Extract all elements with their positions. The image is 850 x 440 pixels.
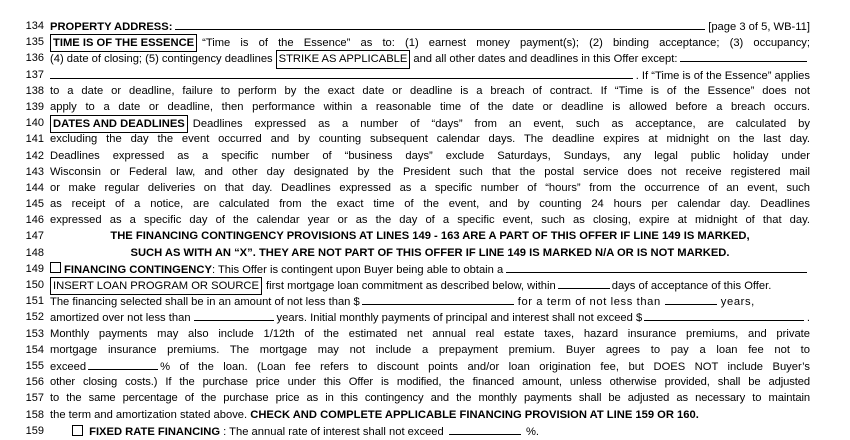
financing-provisions-notice-2: SUCH AS WITH AN “X”. THEY ARE NOT PART OF THIS OFFER IF LINE 149 IS MARKED N/A OR IS NOT MARKED. bbox=[130, 246, 730, 259]
line-145-text: as receipt of a notice, are calculated from the exact time of the event, and by counting 24 hours per calendar day. Deadlines bbox=[50, 198, 810, 211]
line-158-instruction: CHECK AND COMPLETE APPLICABLE FINANCING PROVISION AT LINE 159 OR 160. bbox=[250, 408, 699, 421]
line-139-text: apply to a date or deadline, then performance within a reasonable time of the date or deadline is allowed before a breach occurs. bbox=[50, 100, 810, 113]
line-142 bbox=[20, 148, 810, 164]
line-number: 156 bbox=[25, 376, 44, 389]
line-136 bbox=[20, 50, 810, 66]
line-155-post: % of the loan. (Loan fee refers to discount points and/or loan origination fee, but DOES NOT include Buyer’s bbox=[160, 360, 810, 373]
line-number: 142 bbox=[25, 149, 44, 162]
line-149 bbox=[20, 261, 810, 277]
line-number: 152 bbox=[25, 311, 44, 324]
line-155 bbox=[20, 358, 810, 374]
line-number: 154 bbox=[25, 343, 44, 356]
commitment-days-field[interactable] bbox=[558, 277, 610, 289]
line-142-text: Deadlines expressed as a specific number of “business days” exclude Saturdays, Sundays, any legal public holiday under bbox=[50, 149, 810, 162]
time-of-essence-text: “Time is of the Essence” as to: (1) earnest money payment(s); (2) binding acceptance; (3) occupancy; bbox=[202, 37, 810, 50]
line-136-pre: (4) date of closing; (5) contingency deadlines bbox=[50, 53, 273, 66]
line-153-text: Monthly payments may also include 1/12th of the estimated net annual real estate taxes, hazard insurance premiums, and private bbox=[50, 327, 810, 340]
line-number: 147 bbox=[25, 230, 44, 243]
line-number: 149 bbox=[25, 262, 44, 275]
page-indicator: [page 3 of 5, WB-11] bbox=[708, 21, 810, 33]
line-138-text: to a date or deadline, failure to perform by the exact date or deadline is a breach of contract. If “Time is of the Essence” does not bbox=[50, 84, 810, 97]
line-153 bbox=[20, 326, 810, 342]
line-150-post: days of acceptance of this Offer. bbox=[611, 280, 772, 292]
line-number: 158 bbox=[25, 408, 44, 421]
line-number: 138 bbox=[25, 84, 44, 97]
line-138 bbox=[20, 83, 810, 99]
fixed-rate-checkbox[interactable] bbox=[72, 425, 83, 436]
monthly-payment-field[interactable] bbox=[644, 309, 804, 321]
line-157 bbox=[20, 390, 810, 406]
financing-provisions-notice-1: THE FINANCING CONTINGENCY PROVISIONS AT LINES 149 - 163 ARE A PART OF THIS OFFER IF LINE 149 IS MARKED, bbox=[110, 230, 750, 243]
line-135 bbox=[20, 34, 810, 50]
contract-form-page bbox=[20, 18, 810, 439]
line-159 bbox=[20, 423, 810, 439]
exceptions-field[interactable] bbox=[680, 50, 807, 62]
line-155-pre: exceed bbox=[50, 360, 87, 373]
line-156-text: other closing costs.) If the purchase price under this Offer is modified, the financed amount, unless otherwise provided, shall be adjusted bbox=[50, 376, 810, 389]
line-148 bbox=[20, 245, 810, 261]
line-134 bbox=[20, 18, 810, 34]
line-number: 153 bbox=[25, 327, 44, 340]
loan-amount-field[interactable] bbox=[362, 293, 514, 305]
line-number: 150 bbox=[25, 279, 44, 291]
line-152-pre: amortized over not less than bbox=[50, 312, 191, 325]
amortization-years-field[interactable] bbox=[194, 309, 274, 321]
line-139 bbox=[20, 99, 810, 115]
line-151 bbox=[20, 293, 810, 309]
line-154 bbox=[20, 342, 810, 358]
line-number: 143 bbox=[25, 165, 44, 178]
financing-contingency-checkbox[interactable] bbox=[50, 262, 61, 273]
fixed-rate-post: %. bbox=[525, 425, 540, 438]
line-number: 146 bbox=[25, 214, 44, 227]
line-156 bbox=[20, 374, 810, 390]
fixed-rate-text: : The annual rate of interest shall not exceed bbox=[223, 425, 444, 438]
line-145 bbox=[20, 196, 810, 212]
property-address-label: PROPERTY ADDRESS: bbox=[50, 21, 173, 33]
property-address-field[interactable] bbox=[175, 18, 705, 30]
line-154-text: mortgage insurance premiums. The mortgage may not include a prepayment premium. Buyer agrees to pay a loan fee not to bbox=[50, 343, 810, 356]
dates-deadlines-heading: DATES AND DEADLINES bbox=[50, 115, 188, 133]
loan-term-field[interactable] bbox=[665, 293, 717, 305]
line-144 bbox=[20, 180, 810, 196]
line-141-text: excluding the day the event occurred and by counting subsequent calendar days. The deadline expires at midnight on the last day. bbox=[50, 133, 810, 146]
line-137 bbox=[20, 67, 810, 83]
line-151-post: years, bbox=[720, 296, 755, 309]
line-number: 144 bbox=[25, 181, 44, 194]
time-of-essence-heading: TIME IS OF THE ESSENCE bbox=[50, 34, 197, 52]
line-number: 135 bbox=[25, 36, 44, 49]
line-146-text: expressed as a specific day of the calendar year or as the day of a specific event, such as closing, expire at midnight of that day. bbox=[50, 214, 810, 227]
line-number: 157 bbox=[25, 392, 44, 405]
loan-program-field[interactable] bbox=[506, 261, 807, 273]
line-number: 136 bbox=[25, 52, 44, 65]
line-141 bbox=[20, 131, 810, 147]
line-number: 145 bbox=[25, 198, 44, 211]
insert-loan-program-box: INSERT LOAN PROGRAM OR SOURCE bbox=[50, 277, 262, 295]
strike-as-applicable-box: STRIKE AS APPLICABLE bbox=[276, 50, 411, 68]
line-number: 139 bbox=[25, 100, 44, 113]
line-number: 159 bbox=[25, 424, 44, 437]
line-157-text: to the same percentage of the purchase price as in this contingency and the monthly payments shall be adjusted as necessary to maintain bbox=[50, 392, 810, 405]
financing-contingency-label: FINANCING CONTINGENCY bbox=[64, 263, 212, 276]
line-151-mid: for a term of not less than bbox=[517, 296, 661, 309]
line-number: 148 bbox=[25, 246, 44, 259]
line-158-pre: the term and amortization stated above. bbox=[50, 408, 248, 421]
line-number: 151 bbox=[25, 295, 44, 308]
line-151-pre: The financing selected shall be in an amount of not less than $ bbox=[50, 296, 360, 309]
line-number: 155 bbox=[25, 359, 44, 372]
financing-contingency-text: : This Offer is contingent upon Buyer being able to obtain a bbox=[211, 263, 504, 276]
line-150 bbox=[20, 277, 810, 293]
line-152: 152 amortized over not less than years. Initial monthly payments of principal and interest shall not exceed $ . bbox=[20, 309, 810, 325]
line-140 bbox=[20, 115, 810, 131]
dates-deadlines-text: Deadlines expressed as a number of “days” from an event, such as acceptance, are calculated by bbox=[192, 118, 810, 131]
line-number: 141 bbox=[25, 133, 44, 146]
fixed-rate-label: FIXED RATE FINANCING bbox=[89, 425, 221, 438]
line-152-post: years. Initial monthly payments of principal and interest shall not exceed $ bbox=[276, 312, 643, 325]
exceptions-field-continued[interactable] bbox=[50, 67, 633, 79]
line-144-text: or make regular deliveries on that day. Deadlines expressed as a specific number of “hours” from the occurrence of an event, such bbox=[50, 181, 810, 194]
interest-rate-field[interactable] bbox=[449, 423, 521, 435]
loan-fee-percent-field[interactable] bbox=[88, 358, 158, 370]
line-136-post: and all other dates and deadlines in this Offer except: bbox=[413, 53, 678, 66]
line-143-text: Wisconsin or Federal law, and other day designated by the President such that the postal service does not receive registered mail bbox=[50, 165, 810, 178]
line-143 bbox=[20, 164, 810, 180]
line-146 bbox=[20, 212, 810, 228]
line-147 bbox=[20, 228, 810, 244]
line-158 bbox=[20, 407, 810, 423]
line-137-text: . If “Time is of the Essence” applies bbox=[635, 69, 810, 82]
line-number: 140 bbox=[25, 117, 44, 130]
line-number: 134 bbox=[25, 20, 44, 32]
line-150-pre: first mortgage loan commitment as described below, within bbox=[265, 280, 556, 292]
line-number: 137 bbox=[25, 68, 44, 81]
